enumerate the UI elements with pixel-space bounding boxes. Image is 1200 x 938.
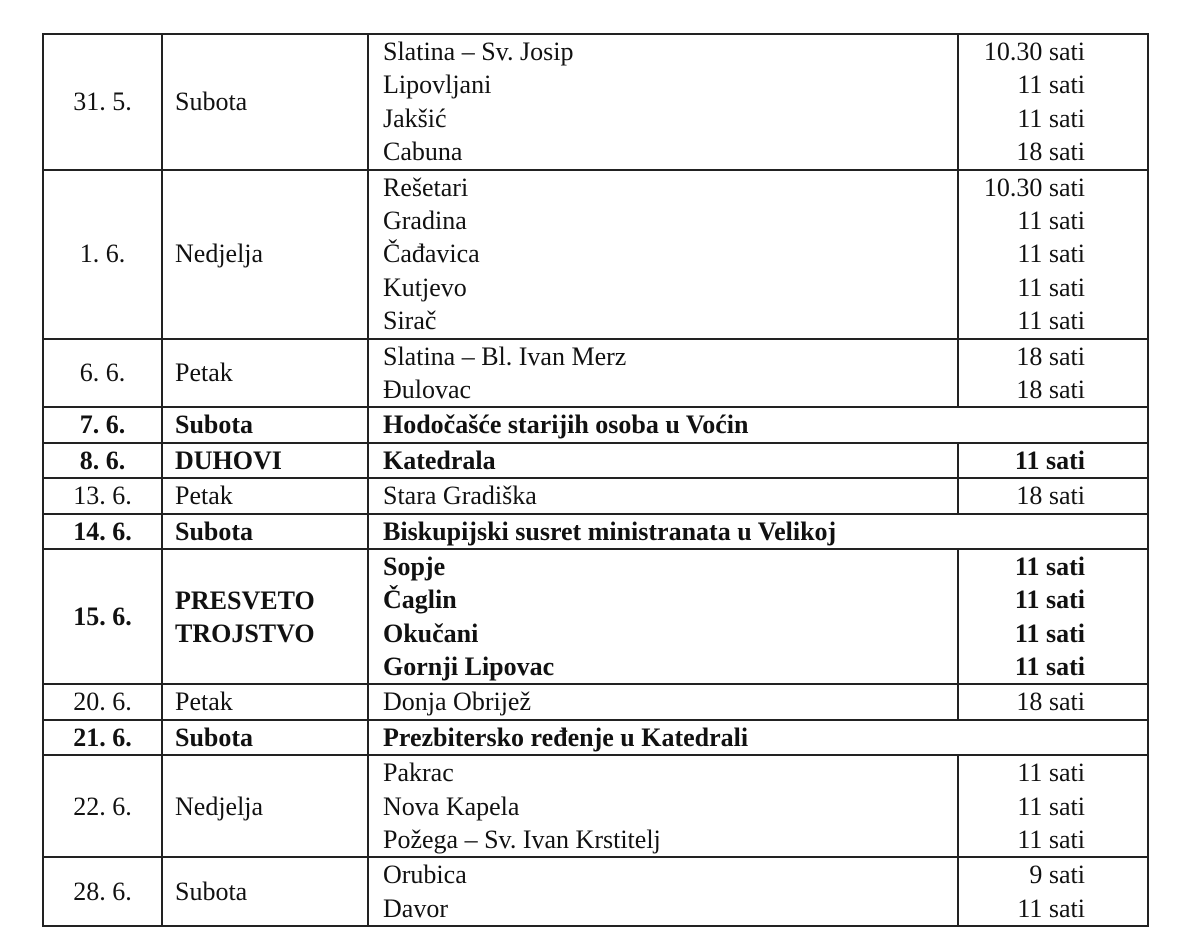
times-cell <box>958 34 1148 170</box>
schedule-row <box>43 34 1148 170</box>
schedule-row <box>43 443 1148 478</box>
place-name: Katedrala <box>383 445 496 475</box>
places-cell <box>368 684 958 719</box>
mass-time: 11 sati <box>1017 893 1085 923</box>
place-name: Nova Kapela <box>383 791 520 821</box>
schedule-row <box>43 549 1148 685</box>
place-name: Slatina – Bl. Ivan Merz <box>383 341 627 371</box>
mass-time: 11 sati <box>1014 551 1085 581</box>
place-name: Okučani <box>383 618 479 648</box>
day-label-line: TROJSTVO <box>175 618 315 648</box>
mass-time: 11 sati <box>1017 205 1085 235</box>
places-cell <box>368 857 958 926</box>
mass-time: 18 sati <box>1016 687 1085 717</box>
date-cell: 15. 6. <box>43 549 162 685</box>
date-cell: 6. 6. <box>43 339 162 408</box>
place-name: Kutjevo <box>383 272 467 302</box>
day-cell: Petak <box>162 478 368 513</box>
places-cell <box>368 549 958 685</box>
place-name: Pakrac <box>383 758 454 788</box>
place-name: Čađavica <box>383 239 480 269</box>
place-name: Gornji Lipovac <box>383 652 555 682</box>
day-cell: Subota <box>162 407 368 442</box>
times-cell <box>958 857 1148 926</box>
schedule-row <box>43 755 1148 857</box>
schedule-row <box>43 720 1148 755</box>
date-cell: 28. 6. <box>43 857 162 926</box>
place-name: Gradina <box>383 205 467 235</box>
place-name: Sopje <box>383 551 446 581</box>
date-cell: 7. 6. <box>43 407 162 442</box>
place-name: Đulovac <box>383 374 472 404</box>
date-cell: 14. 6. <box>43 514 162 549</box>
day-cell: Subota <box>162 720 368 755</box>
mass-time: 11 sati <box>1017 239 1085 269</box>
date-cell: 31. 5. <box>43 34 162 170</box>
date-cell: 20. 6. <box>43 684 162 719</box>
place-name: Stara Gradiška <box>383 481 537 511</box>
schedule-table <box>42 33 1149 927</box>
mass-time: 11 sati <box>1014 585 1085 615</box>
date-cell: 21. 6. <box>43 720 162 755</box>
place-name: Čaglin <box>383 585 457 615</box>
day-cell: Nedjelja <box>162 755 368 857</box>
event-cell: Biskupijski susret ministranata u Velikoj <box>368 514 1148 549</box>
schedule-row <box>43 339 1148 408</box>
place-name: Rešetari <box>383 172 469 202</box>
mass-time: 11 sati <box>1017 306 1085 336</box>
place-name: Donja Obrijež <box>383 687 532 717</box>
mass-time: 11 sati <box>1017 70 1085 100</box>
mass-time: 10.30 sati <box>983 37 1085 66</box>
place-name: Slatina – Sv. Josip <box>383 37 574 66</box>
schedule-row <box>43 684 1148 719</box>
day-cell: Subota <box>162 34 368 170</box>
places-cell <box>368 443 958 478</box>
mass-time: 11 sati <box>1014 445 1085 475</box>
places-cell <box>368 339 958 408</box>
event-cell: Prezbitersko ređenje u Katedrali <box>368 720 1148 755</box>
place-name: Požega – Sv. Ivan Krstitelj <box>383 825 661 855</box>
mass-time: 18 sati <box>1016 341 1085 371</box>
mass-time: 9 sati <box>1029 860 1085 890</box>
schedule-row <box>43 170 1148 339</box>
schedule-row <box>43 514 1148 549</box>
times-cell <box>958 170 1148 339</box>
date-cell: 13. 6. <box>43 478 162 513</box>
place-name: Cabuna <box>383 137 463 167</box>
place-name: Lipovljani <box>383 70 492 100</box>
day-cell <box>162 549 368 685</box>
mass-time: 11 sati <box>1017 791 1085 821</box>
place-name: Sirač <box>383 306 437 336</box>
mass-time: 11 sati <box>1017 758 1085 788</box>
times-cell <box>958 339 1148 408</box>
day-cell: Petak <box>162 684 368 719</box>
mass-time: 11 sati <box>1014 652 1085 682</box>
day-cell: DUHOVI <box>162 443 368 478</box>
schedule-row <box>43 407 1148 442</box>
schedule-row <box>43 857 1148 926</box>
schedule-row <box>43 478 1148 513</box>
schedule-body <box>43 34 1148 926</box>
mass-time: 18 sati <box>1016 137 1085 167</box>
place-name: Jakšić <box>383 103 447 133</box>
times-cell <box>958 755 1148 857</box>
mass-time: 11 sati <box>1017 272 1085 302</box>
mass-time: 18 sati <box>1016 481 1085 511</box>
date-cell: 8. 6. <box>43 443 162 478</box>
place-name: Davor <box>383 893 448 923</box>
day-cell: Subota <box>162 514 368 549</box>
day-cell: Nedjelja <box>162 170 368 339</box>
date-cell: 1. 6. <box>43 170 162 339</box>
day-cell: Petak <box>162 339 368 408</box>
place-name: Orubica <box>383 860 467 890</box>
places-cell <box>368 34 958 170</box>
mass-time: 10.30 sati <box>983 172 1085 202</box>
times-cell <box>958 443 1148 478</box>
mass-time: 11 sati <box>1017 825 1085 855</box>
places-cell <box>368 478 958 513</box>
day-cell: Subota <box>162 857 368 926</box>
date-cell: 22. 6. <box>43 755 162 857</box>
places-cell <box>368 170 958 339</box>
mass-time: 18 sati <box>1016 374 1085 404</box>
event-cell: Hodočašće starijih osoba u Voćin <box>368 407 1148 442</box>
day-label-line: PRESVETO <box>175 585 315 615</box>
times-cell <box>958 478 1148 513</box>
places-cell <box>368 755 958 857</box>
times-cell <box>958 684 1148 719</box>
times-cell <box>958 549 1148 685</box>
mass-time: 11 sati <box>1014 618 1085 648</box>
mass-time: 11 sati <box>1017 103 1085 133</box>
